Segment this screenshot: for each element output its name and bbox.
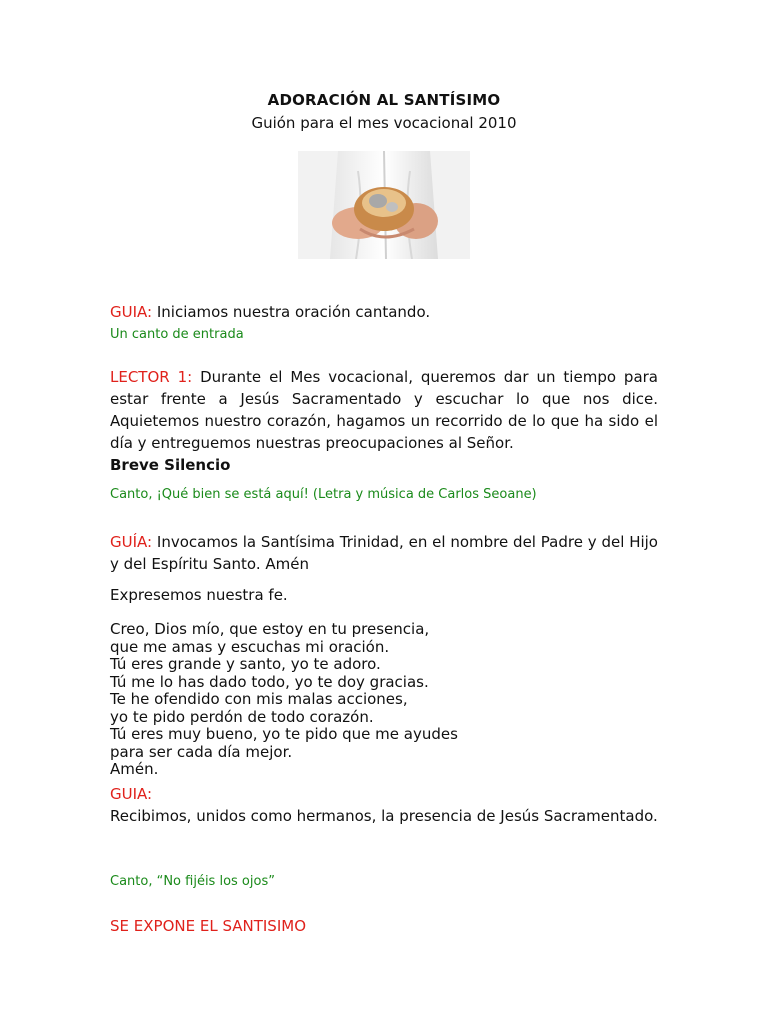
photo-illustration bbox=[298, 151, 470, 259]
guia-2 bbox=[110, 531, 658, 575]
guia-1 bbox=[110, 301, 658, 323]
speaker-label: LECTOR 1: bbox=[110, 368, 193, 386]
hands-holding-bread-photo bbox=[298, 151, 470, 259]
lector-1 bbox=[110, 366, 658, 454]
guia-2-text: Invocamos la Santísima Trinidad, en el nombre del Padre y del Hijo y del Espíritu Santo. Amén bbox=[110, 533, 658, 573]
faith-intro: Expresemos nuestra fe. bbox=[110, 586, 288, 604]
rubric-entrance-song: Un canto de entrada bbox=[110, 327, 244, 342]
lector-1-text: Durante el Mes vocacional, queremos dar un tiempo para estar frente a Jesús Sacramentado y escuchar lo que nos dice. Aquietemos nuestro corazón, hagamos un recorrido de lo que ha sido el día y entreguemos nuestras preocupaciones al Señor. bbox=[110, 368, 658, 452]
rubric-song-2: Canto, ¡Qué bien se está aquí! (Letra y música de Carlos Seoane) bbox=[110, 487, 537, 502]
speaker-label: GUIA: bbox=[110, 303, 153, 321]
creed-line: Creo, Dios mío, que estoy en tu presencia, bbox=[110, 620, 430, 638]
creed-line: Amén. bbox=[110, 760, 159, 778]
document-title: ADORACIÓN AL SANTÍSIMO bbox=[267, 91, 501, 109]
creed-line: Tú me lo has dado todo, yo te doy gracias. bbox=[110, 672, 429, 691]
creed-line: Tú eres grande y santo, yo te adoro. bbox=[110, 655, 381, 673]
exposition-heading: SE EXPONE EL SANTISIMO bbox=[110, 917, 307, 935]
creed-line: Te he ofendido con mis malas acciones, bbox=[110, 690, 408, 708]
creed-line: que me amas y escuchas mi oración. bbox=[110, 637, 390, 656]
guia-1-text: Iniciamos nuestra oración cantando. bbox=[152, 303, 431, 321]
creed-prayer bbox=[110, 621, 658, 779]
creed-line: yo te pido perdón de todo corazón. bbox=[110, 707, 374, 726]
silence-heading: Breve Silencio bbox=[110, 456, 231, 474]
document-subtitle: Guión para el mes vocacional 2010 bbox=[251, 114, 517, 132]
speaker-label: GUÍA: bbox=[110, 533, 153, 551]
creed-line: para ser cada día mejor. bbox=[110, 742, 293, 761]
guia-3-text: Recibimos, unidos como hermanos, la presencia de Jesús Sacramentado. bbox=[110, 807, 658, 825]
creed-line: Tú eres muy bueno, yo te pido que me ayudes bbox=[110, 725, 458, 743]
speaker-label: GUIA: bbox=[110, 785, 153, 803]
rubric-song-3: Canto, “No fijéis los ojos” bbox=[110, 874, 275, 889]
